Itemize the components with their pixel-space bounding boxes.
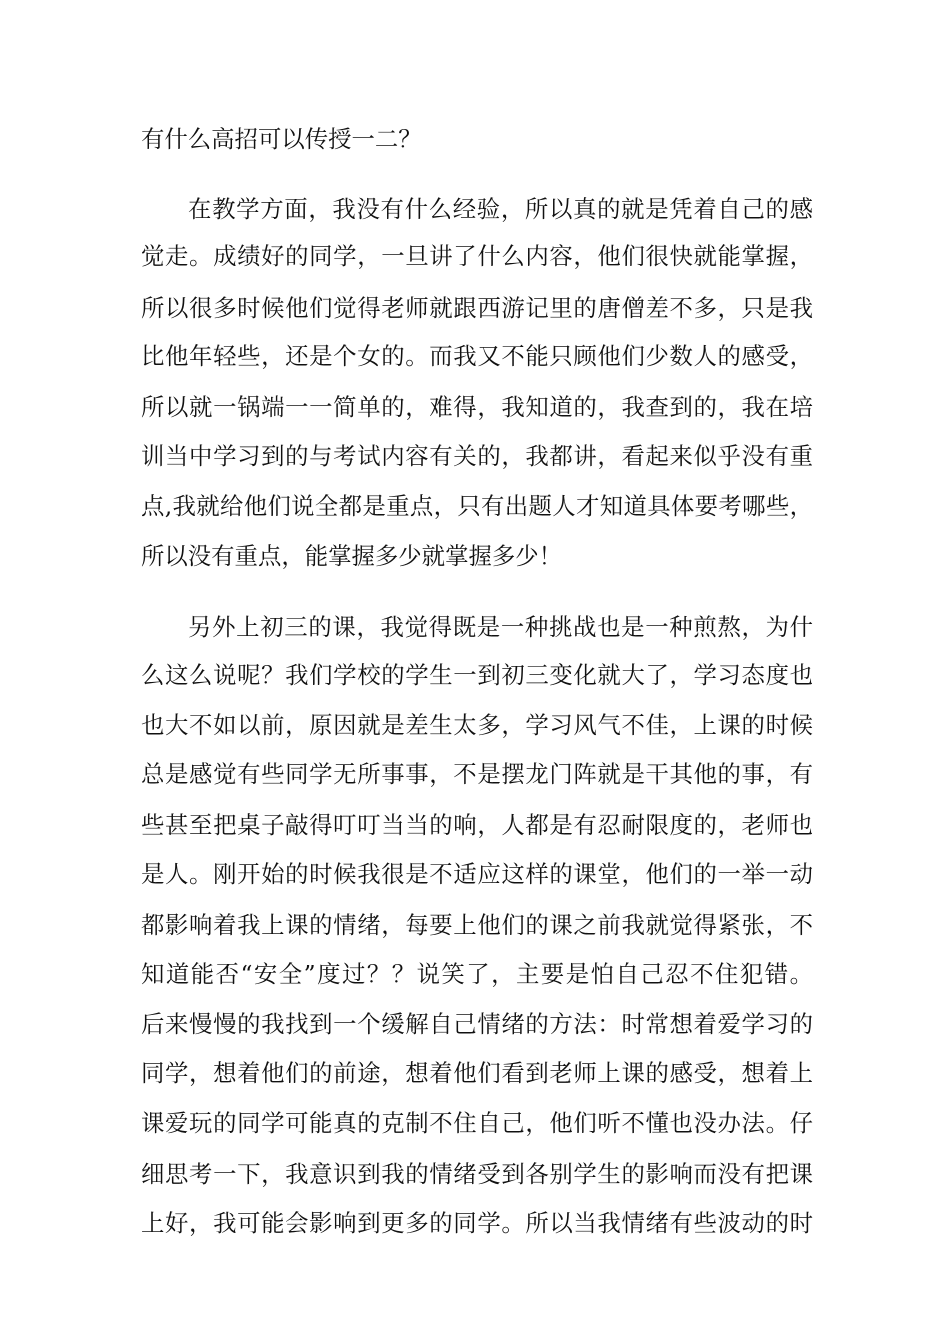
- text-line: 觉走。成绩好的同学，一旦讲了什么内容，他们很快就能掌握，: [141, 242, 813, 270]
- text-line: 所以没有重点，能掌握多少就掌握多少！: [141, 542, 563, 570]
- text-line: 也大不如以前，原因就是差生太多，学习风气不佳，上课的时候: [141, 711, 813, 739]
- text-line: 课爱玩的同学可能真的克制不住自己，他们听不懂也没办法。仔: [141, 1109, 813, 1137]
- text-line: 上好，我可能会影响到更多的同学。所以当我情绪有些波动的时: [141, 1209, 813, 1237]
- text-line: 有什么高招可以传授一二？: [141, 125, 422, 153]
- text-line: 些甚至把桌子敲得叮叮当当的响，人都是有忍耐限度的，老师也: [141, 811, 813, 839]
- text-line: 同学，想着他们的前途，想着他们看到老师上课的感受，想着上: [141, 1059, 813, 1087]
- text-line: 都影响着我上课的情绪，每要上他们的课之前我就觉得紧张，不: [141, 911, 813, 939]
- text-line: 总是感觉有些同学无所事事，不是摆龙门阵就是干其他的事，有: [141, 760, 813, 788]
- text-line: 细思考一下，我意识到我的情绪受到各别学生的影响而没有把课: [141, 1160, 813, 1188]
- text-line: 所以就一锅端一一简单的，难得，我知道的，我查到的，我在培: [141, 393, 813, 421]
- text-line: 么这么说呢？我们学校的学生一到初三变化就大了，学习态度也: [141, 661, 813, 689]
- text-line: 比他年轻些，还是个女的。而我又不能只顾他们少数人的感受，: [141, 342, 813, 370]
- text-line: 是人。刚开始的时候我很是不适应这样的课堂，他们的一举一动: [141, 860, 813, 888]
- text-line: 训当中学习到的与考试内容有关的，我都讲，看起来似乎没有重: [141, 442, 813, 470]
- text-line: 在教学方面，我没有什么经验，所以真的就是凭着自己的感: [188, 195, 813, 223]
- text-line: 所以很多时候他们觉得老师就跟西游记里的唐僧差不多，只是我: [141, 294, 813, 322]
- text-line: 后来慢慢的我找到一个缓解自己情绪的方法：时常想着爱学习的: [141, 1010, 813, 1038]
- text-line: 知道能否“安全”度过？？说笑了，主要是怕自己忍不住犯错。: [141, 960, 813, 988]
- text-line: 另外上初三的课，我觉得既是一种挑战也是一种煎熬，为什: [188, 613, 813, 641]
- text-line: 点,我就给他们说全都是重点，只有出题人才知道具体要考哪些，: [141, 492, 813, 520]
